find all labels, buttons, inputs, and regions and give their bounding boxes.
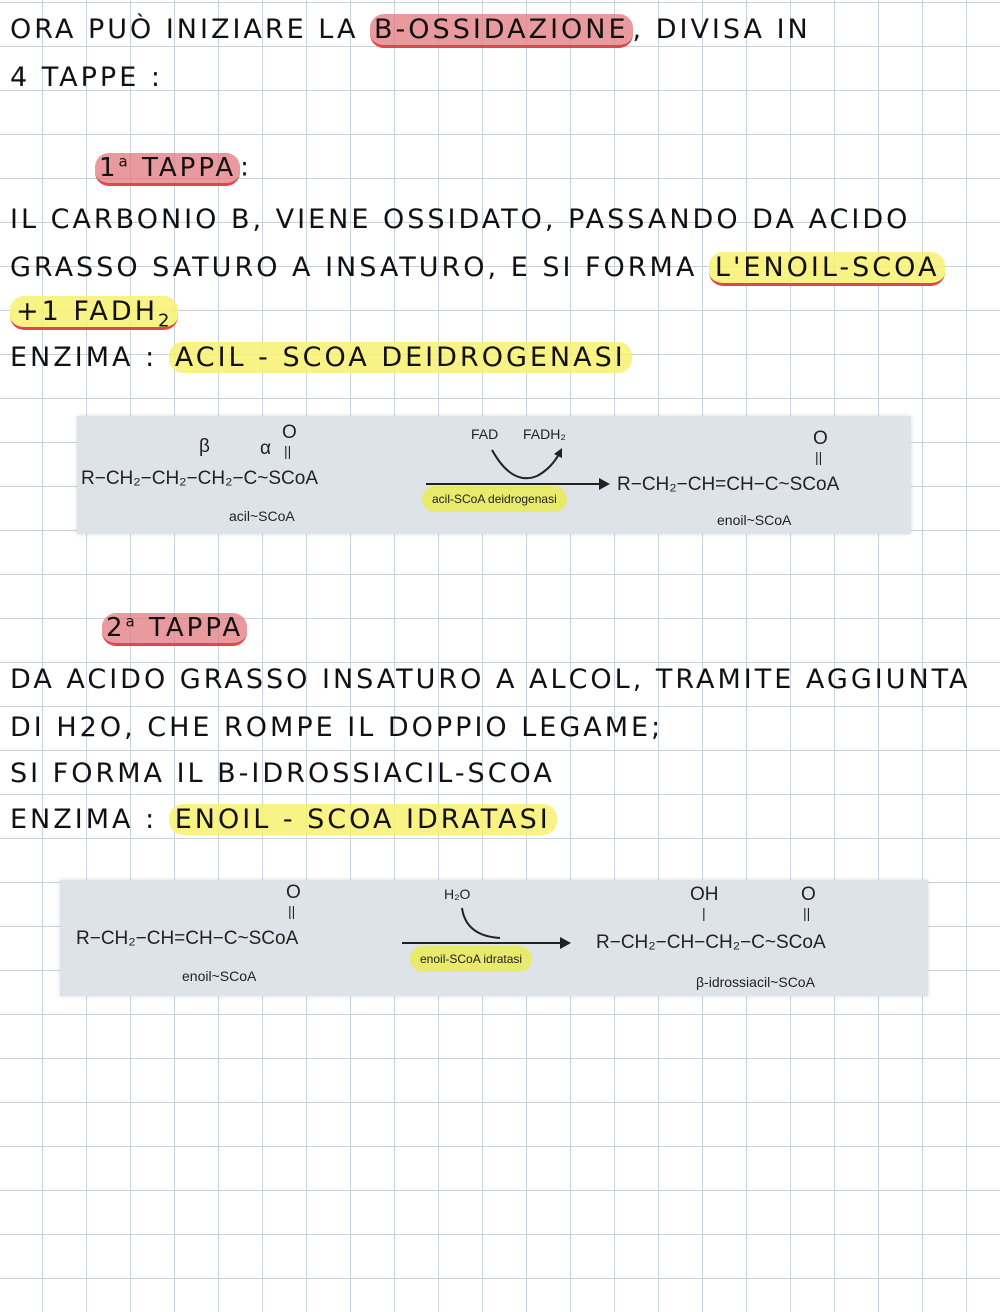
step2-desc-line-2: DI H2O, CHE ROMPE IL DOPPIO LEGAME; bbox=[10, 712, 664, 743]
intro-text-post: , DIVISA IN bbox=[632, 14, 811, 45]
step2-reaction-arrow-line bbox=[402, 942, 562, 944]
step1-reaction-arrow-icon bbox=[599, 478, 610, 490]
product-oh-group: OH bbox=[690, 884, 719, 905]
step1-desc-line-2 bbox=[10, 252, 945, 283]
step1-colon: : bbox=[240, 152, 252, 183]
intro-text-pre: ORA PUÒ INIZIARE LA bbox=[10, 14, 371, 45]
fadh2-text: +1 FADH bbox=[16, 296, 158, 327]
step1-heading-highlight bbox=[95, 153, 240, 186]
cofactor-fad: FAD bbox=[471, 426, 499, 442]
step2-heading-highlight bbox=[102, 613, 247, 646]
intro-line-2: 4 TAPPE : bbox=[10, 62, 163, 93]
step2-word: TAPPA bbox=[149, 612, 244, 643]
enoil-scoa-highlight: L'ENOIL-SCOA bbox=[709, 252, 946, 286]
step2-reaction-image bbox=[60, 880, 928, 996]
fadh2-highlight bbox=[10, 296, 178, 330]
step2-enzyme-line bbox=[10, 804, 557, 835]
step2-enzyme-label: ENZIMA : bbox=[10, 804, 169, 835]
step1-heading bbox=[95, 152, 252, 183]
fadh2-subscript: 2 bbox=[158, 310, 173, 332]
step2-desc-line-3: SI FORMA IL Β-IDROSSIACIL-SCOA bbox=[10, 758, 555, 789]
step2-number: 2 bbox=[106, 612, 126, 643]
product-double-bond-2: || bbox=[803, 905, 811, 921]
step1-enzyme-highlight: ACIL - SCOA DEIDROGENASI bbox=[169, 342, 632, 373]
alpha-label: α bbox=[260, 438, 271, 459]
product-o-atom-2: O bbox=[801, 884, 816, 905]
step2-enzyme-highlight: ENOIL - SCOA IDRATASI bbox=[169, 804, 557, 835]
product-double-bond: || bbox=[815, 449, 823, 465]
step2-heading bbox=[102, 612, 247, 643]
step2-superscript: a bbox=[125, 612, 138, 630]
step1-desc-line-2-text: GRASSO SATURO A INSATURO, E SI FORMA bbox=[10, 252, 709, 283]
product-name-2: β-idrossiacil~SCoA bbox=[696, 974, 815, 990]
reactant-name-2: enoil~SCoA bbox=[182, 968, 257, 984]
cofactor-h2o: H₂O bbox=[444, 886, 471, 902]
step1-superscript: a bbox=[118, 152, 131, 170]
intro-line-1 bbox=[10, 14, 811, 45]
step1-enzyme-line bbox=[10, 342, 632, 373]
step1-reaction-arrow-line bbox=[426, 483, 601, 485]
reactant-double-bond-2: || bbox=[288, 903, 296, 919]
step2-reaction-arrow-icon bbox=[560, 937, 571, 949]
reactant-o-atom: O bbox=[282, 422, 297, 443]
step1-number: 1 bbox=[99, 152, 119, 183]
product-o-atom: O bbox=[813, 428, 828, 449]
step2-enzyme-pill: enoil-SCoA idratasi bbox=[410, 946, 532, 972]
beta-label: β bbox=[199, 436, 210, 457]
product-formula: R−CH₂−CH=CH−C~SCoA bbox=[617, 474, 840, 495]
reactant-name: acil~SCoA bbox=[229, 508, 295, 524]
reactant-formula: R−CH₂−CH₂−CH₂−C~SCoA bbox=[81, 468, 319, 489]
reactant-formula-2: R−CH₂−CH=CH−C~SCoA bbox=[76, 928, 299, 949]
step2-desc-line-1: DA ACIDO GRASSO INSATURO A ALCOL, TRAMITE AGGIUNTA bbox=[10, 664, 971, 695]
step1-enzyme-label: ENZIMA : bbox=[10, 342, 169, 373]
reactant-o-atom-2: O bbox=[286, 882, 301, 903]
step1-reaction-image bbox=[77, 416, 911, 534]
h2o-curved-arrow-icon bbox=[456, 906, 506, 942]
step1-desc-line-3 bbox=[10, 296, 178, 331]
product-formula-2: R−CH₂−CH−CH₂−C~SCoA bbox=[596, 932, 826, 953]
product-name: enoil~SCoA bbox=[717, 512, 792, 528]
reactant-double-bond: || bbox=[284, 443, 292, 459]
step1-desc-line-1: IL CARBONIO Β, VIENE OSSIDATO, PASSANDO DA ACIDO bbox=[10, 204, 911, 235]
product-single-bond: | bbox=[702, 905, 706, 921]
beta-oxidation-highlight: Β-OSSIDAZIONE bbox=[370, 14, 633, 48]
cofactor-fadh2: FADH₂ bbox=[523, 426, 566, 442]
step1-word: TAPPA bbox=[142, 152, 237, 183]
step1-enzyme-pill: acil-SCoA deidrogenasi bbox=[422, 486, 567, 512]
cofactor-curved-arrow-icon bbox=[482, 446, 572, 486]
